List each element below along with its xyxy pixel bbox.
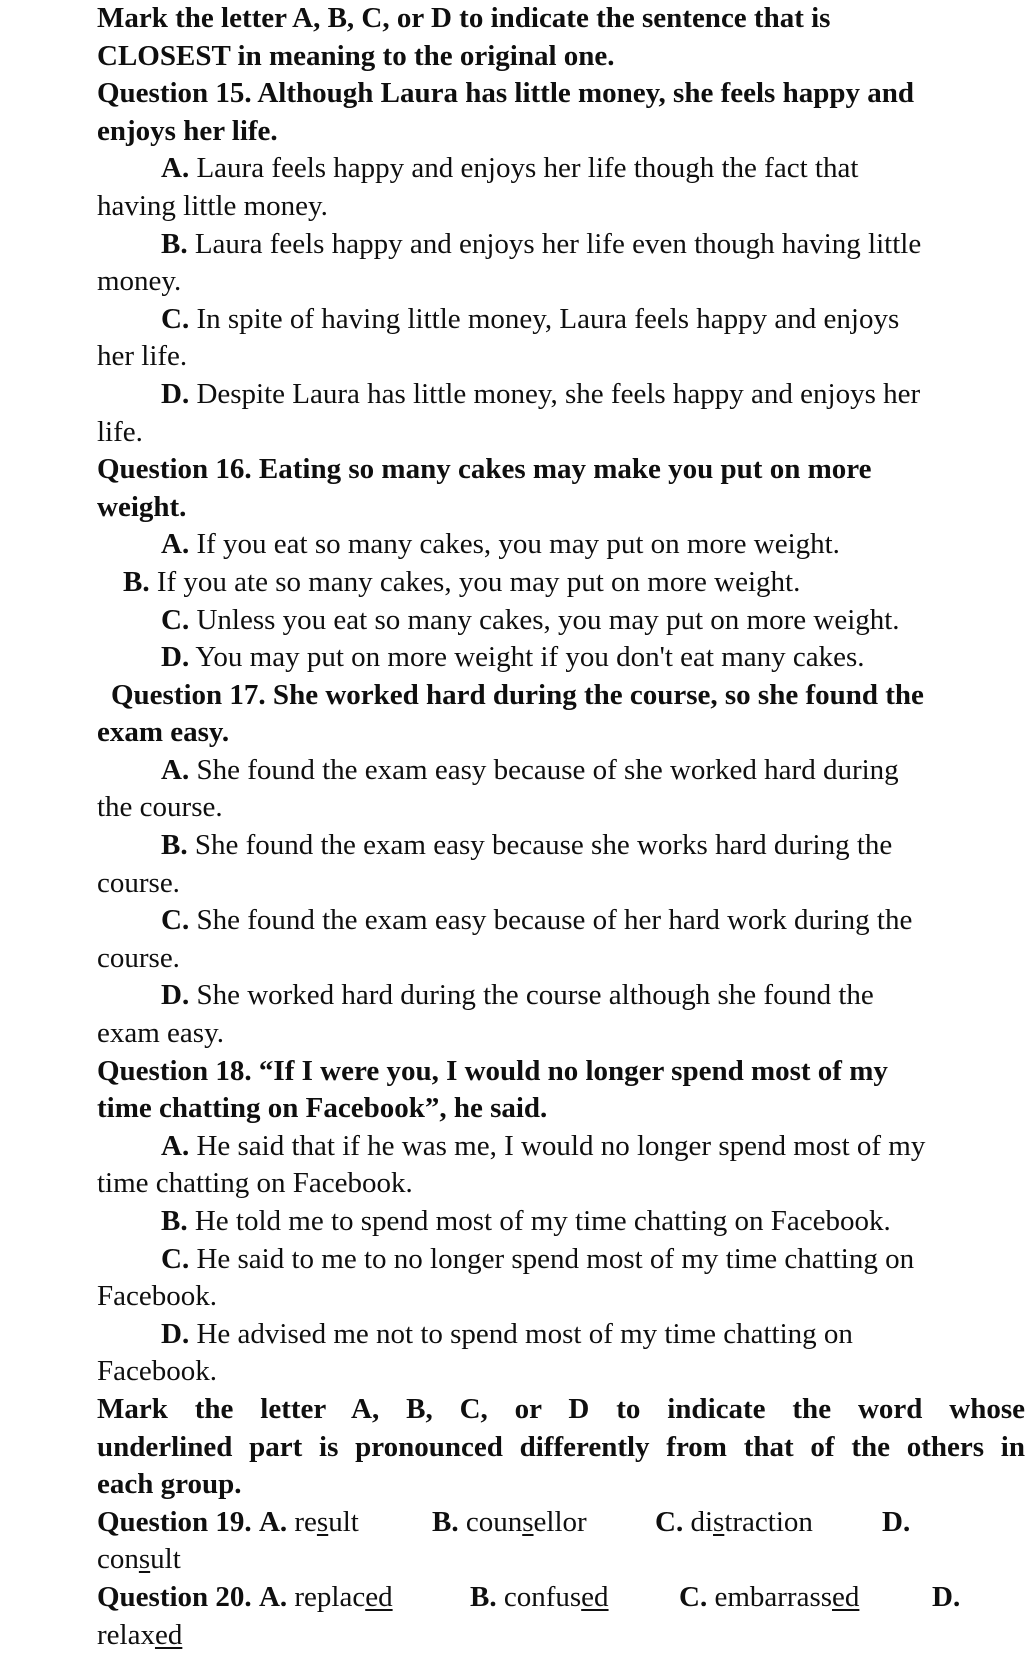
- option-c-cont: course.: [97, 941, 180, 974]
- option-b-cont: course.: [97, 866, 180, 899]
- option-b: B. Laura feels happy and enjoys her life even though having little: [161, 227, 922, 260]
- section-instruction-line: Mark the letter A, B, C, or D to indicate the sentence that is: [97, 2, 831, 34]
- question-16-prompt: Question 16. Eating so many cakes may make you put on more: [97, 453, 872, 486]
- option-a-word: Question 20. A. replaced: [97, 1580, 393, 1613]
- question-17-prompt-cont: exam easy.: [97, 716, 230, 749]
- option-d: D. He advised me not to spend most of my time chatting on: [161, 1317, 853, 1350]
- option-a: A. Laura feels happy and enjoys her life though the fact that: [161, 152, 859, 185]
- option-d-cont: Facebook.: [97, 1355, 217, 1388]
- option-d-cont: life.: [97, 415, 143, 448]
- option-a: A. She found the exam easy because of she worked hard during: [161, 753, 899, 786]
- section-instruction-line: each group.: [97, 1468, 242, 1501]
- option-b: B. If you ate so many cakes, you may put on more weight.: [123, 565, 801, 598]
- question-15-prompt: Question 15. Although Laura has little money, she feels happy and: [97, 77, 914, 110]
- option-a-cont: time chatting on Facebook.: [97, 1167, 413, 1200]
- question-15-prompt-cont: enjoys her life.: [97, 114, 278, 147]
- option-d: D. She worked hard during the course although she found the: [161, 979, 874, 1012]
- question-18-prompt-cont: time chatting on Facebook”, he said.: [97, 1092, 548, 1125]
- option-d-cont: exam easy.: [97, 1017, 224, 1050]
- section-instruction-line: Mark the letter A, B, C, or D to indicate the word whose: [97, 1392, 1025, 1425]
- option-c: C. She found the exam easy because of her hard work during the: [161, 904, 913, 937]
- option-b: B. She found the exam easy because she works hard during the: [161, 829, 893, 862]
- option-a: A. He said that if he was me, I would no longer spend most of my: [161, 1129, 926, 1162]
- option-c-word: C. embarrassed: [679, 1580, 860, 1613]
- section-instruction-line: underlined part is pronounced differently from that of the others in: [97, 1430, 1025, 1463]
- option-d-word: consult: [97, 1543, 181, 1576]
- option-a-word: Question 19. A. result: [97, 1505, 359, 1538]
- option-b: B. He told me to spend most of my time chatting on Facebook.: [161, 1205, 891, 1237]
- question-16-prompt-cont: weight.: [97, 490, 187, 523]
- option-d-letter: D.: [882, 1505, 911, 1538]
- section-instruction-line: CLOSEST in meaning to the original one.: [97, 39, 615, 72]
- option-c-cont: Facebook.: [97, 1280, 217, 1313]
- option-b-word: B. counsellor: [432, 1505, 587, 1538]
- option-c: C. Unless you eat so many cakes, you may put on more weight.: [161, 603, 900, 636]
- option-c-cont: her life.: [97, 340, 188, 373]
- option-c-word: C. distraction: [655, 1505, 813, 1538]
- option-d: D. Despite Laura has little money, she feels happy and enjoys her: [161, 377, 921, 410]
- question-20-row: [97, 1579, 1025, 1617]
- option-d-letter: D.: [932, 1580, 961, 1613]
- option-c: C. In spite of having little money, Laura feels happy and enjoys: [161, 302, 900, 335]
- question-19-row: [97, 1504, 1025, 1542]
- option-d: D. You may put on more weight if you don't eat many cakes.: [161, 641, 865, 674]
- option-b-cont: money.: [97, 265, 182, 298]
- option-a-cont: the course.: [97, 791, 223, 824]
- question-18-prompt: Question 18. “If I were you, I would no longer spend most of my: [97, 1054, 888, 1087]
- option-a-cont: having little money.: [97, 189, 328, 222]
- option-a: A. If you eat so many cakes, you may put on more weight.: [161, 528, 840, 561]
- option-b-word: B. confused: [470, 1580, 609, 1613]
- worksheet-page: [97, 0, 1025, 1654]
- option-d-word: relaxed: [97, 1618, 183, 1651]
- question-17-prompt: Question 17. She worked hard during the course, so she found the: [111, 678, 924, 711]
- option-c: C. He said to me to no longer spend most of my time chatting on: [161, 1242, 915, 1275]
